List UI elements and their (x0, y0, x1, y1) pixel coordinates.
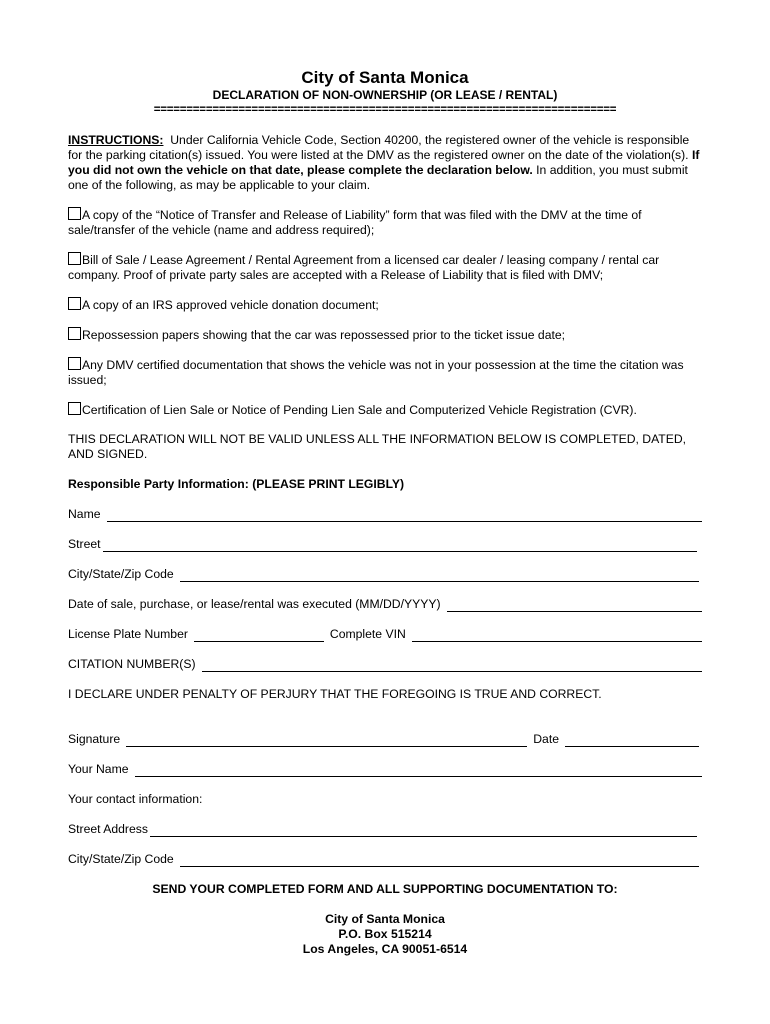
checkbox-bill-of-sale[interactable] (68, 252, 81, 265)
name-field (68, 507, 702, 522)
citation-field (68, 657, 702, 672)
checkbox-irs-donation[interactable] (68, 297, 81, 310)
contact-city-input[interactable] (180, 854, 699, 867)
separator-line: ======================================================================= (153, 104, 617, 116)
form-subtitle: DECLARATION OF NON-OWNERSHIP (OR LEASE / RENTAL) (212, 88, 558, 102)
option-irs-donation (68, 297, 702, 313)
vin-input[interactable] (412, 629, 702, 642)
license-plate-input[interactable] (194, 629, 324, 642)
name-input[interactable] (107, 509, 702, 522)
checkbox-dmv-documentation[interactable] (68, 357, 81, 370)
responsible-party-title: Responsible Party Information: (PLEASE PRINT LEGIBLY) (68, 477, 405, 491)
plate-vin-field (68, 627, 702, 642)
option-bill-of-sale (68, 252, 702, 283)
checkbox-transfer-notice[interactable] (68, 207, 81, 220)
street-label: Street (68, 537, 101, 551)
instructions-paragraph (68, 133, 702, 193)
street-address-input[interactable] (150, 824, 697, 837)
city-label: City/State/Zip Code (68, 567, 174, 581)
contact-city-label: City/State/Zip Code (68, 852, 174, 866)
city-field (68, 567, 702, 582)
contact-city-field (68, 852, 702, 867)
send-instruction: SEND YOUR COMPLETED FORM AND ALL SUPPORTING DOCUMENTATION TO: (152, 882, 618, 896)
option-repossession (68, 327, 702, 343)
instructions-bold-text: If you did not own the vehicle on that date, please complete the declaration below. (68, 148, 700, 177)
address-line-2: P.O. Box 515214 (338, 927, 432, 941)
perjury-declaration: I DECLARE UNDER PENALTY OF PERJURY THAT THE FOREGOING IS TRUE AND CORRECT. (68, 687, 602, 701)
mailing-address (68, 912, 702, 957)
date-of-sale-label: Date of sale, purchase, or lease/rental was executed (MM/DD/YYYY) (68, 597, 441, 611)
option-label: A copy of an IRS approved vehicle donation document; (82, 298, 379, 312)
your-name-input[interactable] (135, 764, 702, 777)
option-lien-sale (68, 402, 702, 418)
street-address-field (68, 822, 702, 837)
signature-field (68, 732, 702, 747)
city-input[interactable] (180, 569, 699, 582)
contact-info-label: Your contact information: (68, 792, 203, 806)
checkbox-lien-sale[interactable] (68, 402, 81, 415)
date-label: Date (533, 732, 559, 746)
option-transfer-notice (68, 207, 702, 238)
date-input[interactable] (565, 734, 699, 747)
option-label: Repossession papers showing that the car was repossessed prior to the ticket issue date; (82, 328, 566, 342)
street-address-label: Street Address (68, 822, 148, 836)
declaration-form (68, 68, 702, 957)
street-field (68, 537, 702, 552)
address-line-1: City of Santa Monica (325, 912, 445, 926)
instructions-label: INSTRUCTIONS: (68, 133, 164, 147)
option-dmv-documentation (68, 357, 702, 388)
your-name-field (68, 762, 702, 777)
vin-label: Complete VIN (329, 627, 406, 641)
address-line-3: Los Angeles, CA 90051-6514 (302, 942, 468, 956)
page-title: City of Santa Monica (301, 68, 469, 87)
name-label: Name (68, 507, 101, 521)
signature-input[interactable] (126, 734, 527, 747)
option-label: Certification of Lien Sale or Notice of Pending Lien Sale and Computerized Vehicle Registration (CVR). (82, 403, 637, 417)
checkbox-repossession[interactable] (68, 327, 81, 340)
street-input[interactable] (103, 539, 697, 552)
option-label: A copy of the “Notice of Transfer and Release of Liability” form that was filed with the DMV at the time of sale/transfer of the vehicle (name and address required); (68, 208, 642, 237)
date-of-sale-field (68, 597, 702, 612)
citation-input[interactable] (202, 659, 702, 672)
option-label: Bill of Sale / Lease Agreement / Rental Agreement from a licensed car dealer / leasing company / rental car company. Proof of private party sales are accepted with a Release of Liability that is filed with DMV; (68, 253, 660, 282)
validity-warning: THIS DECLARATION WILL NOT BE VALID UNLESS ALL THE INFORMATION BELOW IS COMPLETED, DATED, AND SIGNED. (68, 432, 687, 461)
instructions-text-2: In addition, you must submit one of the following, as may be applicable to your claim. (68, 163, 688, 192)
signature-label: Signature (68, 732, 121, 746)
instructions-text: Under California Vehicle Code, Section 40200, the registered owner of the vehicle is responsible for the parking citation(s) issued. You were listed at the DMV as the registered owner on the date of the violation(s). (68, 133, 690, 162)
date-of-sale-input[interactable] (447, 599, 702, 612)
citation-label: CITATION NUMBER(S) (68, 657, 196, 671)
license-plate-label: License Plate Number (68, 627, 188, 641)
option-label: Any DMV certified documentation that shows the vehicle was not in your possession at the time the citation was issued; (68, 358, 684, 387)
your-name-label: Your Name (68, 762, 129, 776)
